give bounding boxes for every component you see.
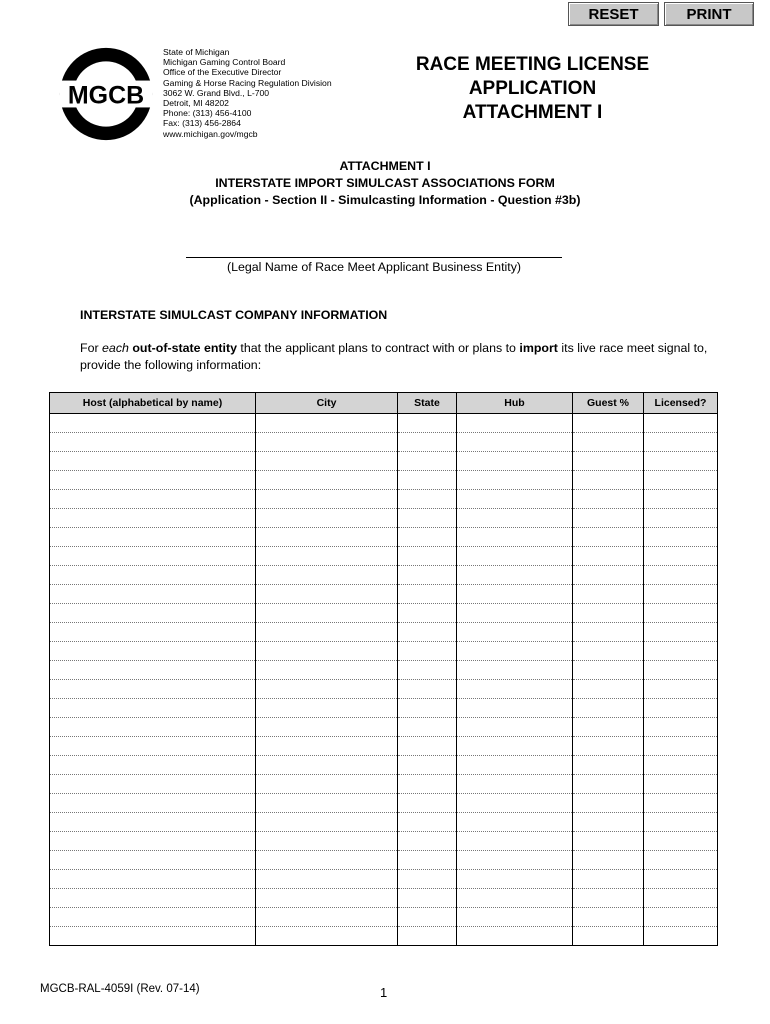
logo-text: MGCB (67, 81, 145, 110)
title-line: APPLICATION (468, 78, 597, 99)
table-row (50, 642, 718, 661)
agency-line: Gaming & Horse Racing Regulation Division (163, 77, 332, 88)
cell-hub[interactable] (457, 794, 573, 813)
table-row (50, 490, 718, 509)
cell-licensed[interactable] (644, 737, 718, 756)
cell-licensed[interactable] (644, 623, 718, 642)
table-row (50, 813, 718, 832)
cell-state[interactable] (398, 889, 457, 908)
cell-guest-percent[interactable] (573, 452, 644, 471)
cell-host[interactable] (50, 908, 256, 927)
agency-line: Office of the Executive Director (163, 67, 282, 78)
cell-guest-percent[interactable] (573, 851, 644, 870)
column-header-city: City (256, 393, 398, 414)
cell-hub[interactable] (457, 623, 573, 642)
table-row (50, 661, 718, 680)
cell-guest-percent[interactable] (573, 908, 644, 927)
cell-state[interactable] (398, 642, 457, 661)
cell-licensed[interactable] (644, 832, 718, 851)
cell-guest-percent[interactable] (573, 623, 644, 642)
instr-emphasis-each: each (102, 341, 129, 355)
table-row (50, 547, 718, 566)
cell-licensed[interactable] (644, 661, 718, 680)
column-header-licensed: Licensed? (644, 393, 718, 414)
cell-city[interactable] (256, 870, 398, 889)
cell-host[interactable] (50, 528, 256, 547)
table-row (50, 433, 718, 452)
table-row (50, 509, 718, 528)
cell-licensed[interactable] (644, 680, 718, 699)
cell-guest-percent[interactable] (573, 718, 644, 737)
cell-hub[interactable] (457, 566, 573, 585)
cell-hub[interactable] (457, 528, 573, 547)
cell-licensed[interactable] (644, 509, 718, 528)
cell-host[interactable] (50, 433, 256, 452)
cell-licensed[interactable] (644, 756, 718, 775)
cell-guest-percent[interactable] (573, 528, 644, 547)
cell-host[interactable] (50, 490, 256, 509)
cell-host[interactable] (50, 927, 256, 946)
cell-licensed[interactable] (644, 908, 718, 927)
cell-host[interactable] (50, 699, 256, 718)
cell-hub[interactable] (457, 471, 573, 490)
table-row (50, 775, 718, 794)
table-row (50, 889, 718, 908)
cell-hub[interactable] (457, 699, 573, 718)
cell-state[interactable] (398, 737, 457, 756)
cell-licensed[interactable] (644, 547, 718, 566)
simulcast-table (49, 392, 718, 946)
column-header-hub: Hub (457, 393, 573, 414)
cell-guest-percent[interactable] (573, 737, 644, 756)
cell-guest-percent[interactable] (573, 642, 644, 661)
cell-guest-percent[interactable] (573, 661, 644, 680)
cell-state[interactable] (398, 490, 457, 509)
cell-city[interactable] (256, 794, 398, 813)
instr-emphasis-entity: out-of-state entity (132, 341, 237, 355)
instr-text: that the applicant plans to contract with or plans to (236, 341, 520, 355)
cell-guest-percent[interactable] (573, 927, 644, 946)
cell-host[interactable] (50, 680, 256, 699)
cell-city[interactable] (256, 661, 398, 680)
cell-city[interactable] (256, 699, 398, 718)
cell-hub[interactable] (457, 927, 573, 946)
cell-city[interactable] (256, 509, 398, 528)
cell-guest-percent[interactable] (573, 832, 644, 851)
table-row (50, 585, 718, 604)
cell-guest-percent[interactable] (573, 509, 644, 528)
cell-state[interactable] (398, 870, 457, 889)
cell-guest-percent[interactable] (573, 870, 644, 889)
cell-host[interactable] (50, 471, 256, 490)
cell-city[interactable] (256, 452, 398, 471)
cell-city[interactable] (256, 680, 398, 699)
cell-city[interactable] (256, 623, 398, 642)
cell-hub[interactable] (457, 813, 573, 832)
cell-host[interactable] (50, 509, 256, 528)
cell-hub[interactable] (457, 604, 573, 623)
cell-city[interactable] (256, 547, 398, 566)
form-title (380, 53, 685, 125)
page-number: 1 (380, 985, 388, 1000)
cell-host[interactable] (50, 414, 256, 433)
cell-city[interactable] (256, 471, 398, 490)
agency-line: www.michigan.gov/mgcb (163, 128, 258, 139)
cell-licensed[interactable] (644, 528, 718, 547)
agency-line: Fax: (313) 456-2864 (163, 118, 241, 129)
cell-host[interactable] (50, 851, 256, 870)
table-row (50, 756, 718, 775)
cell-guest-percent[interactable] (573, 680, 644, 699)
cell-licensed[interactable] (644, 870, 718, 889)
cell-guest-percent[interactable] (573, 471, 644, 490)
cell-state[interactable] (398, 433, 457, 452)
cell-host[interactable] (50, 813, 256, 832)
cell-host[interactable] (50, 794, 256, 813)
cell-licensed[interactable] (644, 927, 718, 946)
cell-host[interactable] (50, 566, 256, 585)
cell-host[interactable] (50, 832, 256, 851)
cell-licensed[interactable] (644, 433, 718, 452)
cell-hub[interactable] (457, 870, 573, 889)
table-row (50, 452, 718, 471)
cell-host[interactable] (50, 623, 256, 642)
cell-hub[interactable] (457, 414, 573, 433)
cell-licensed[interactable] (644, 642, 718, 661)
table-body (50, 414, 718, 946)
cell-city[interactable] (256, 813, 398, 832)
cell-city[interactable] (256, 737, 398, 756)
agency-line: 3062 W. Grand Blvd., L-700 (163, 87, 270, 98)
cell-licensed[interactable] (644, 889, 718, 908)
mgcb-logo (58, 46, 154, 142)
cell-host[interactable] (50, 452, 256, 471)
cell-host[interactable] (50, 604, 256, 623)
cell-guest-percent[interactable] (573, 585, 644, 604)
cell-hub[interactable] (457, 756, 573, 775)
cell-state[interactable] (398, 604, 457, 623)
cell-state[interactable] (398, 623, 457, 642)
table-header-row (50, 393, 718, 414)
cell-state[interactable] (398, 832, 457, 851)
cell-state[interactable] (398, 851, 457, 870)
cell-licensed[interactable] (644, 794, 718, 813)
cell-hub[interactable] (457, 680, 573, 699)
cell-hub[interactable] (457, 661, 573, 680)
cell-hub[interactable] (457, 547, 573, 566)
cell-host[interactable] (50, 642, 256, 661)
cell-city[interactable] (256, 414, 398, 433)
agency-line: State of Michigan (163, 47, 230, 57)
cell-city[interactable] (256, 585, 398, 604)
agency-line: Detroit, MI 48202 (163, 98, 229, 109)
cell-hub[interactable] (457, 452, 573, 471)
cell-state[interactable] (398, 775, 457, 794)
cell-licensed[interactable] (644, 604, 718, 623)
cell-licensed[interactable] (644, 490, 718, 509)
cell-hub[interactable] (457, 889, 573, 908)
cell-state[interactable] (398, 718, 457, 737)
instructions (80, 340, 720, 374)
table-row (50, 870, 718, 889)
legal-name-field[interactable] (186, 257, 562, 258)
cell-licensed[interactable] (644, 775, 718, 794)
cell-state[interactable] (398, 813, 457, 832)
cell-host[interactable] (50, 870, 256, 889)
table-row (50, 604, 718, 623)
cell-guest-percent[interactable] (573, 794, 644, 813)
table-row (50, 737, 718, 756)
cell-host[interactable] (50, 661, 256, 680)
cell-city[interactable] (256, 433, 398, 452)
cell-hub[interactable] (457, 737, 573, 756)
subtitle-line: ATTACHMENT I (339, 159, 431, 173)
cell-hub[interactable] (457, 490, 573, 509)
table-row (50, 832, 718, 851)
subtitle-line: INTERSTATE IMPORT SIMULCAST ASSOCIATIONS FORM (215, 176, 555, 190)
cell-licensed[interactable] (644, 452, 718, 471)
instr-text: its live race meet signal to, provide the following information: (80, 341, 708, 372)
cell-state[interactable] (398, 547, 457, 566)
cell-host[interactable] (50, 547, 256, 566)
table-row (50, 471, 718, 490)
cell-licensed[interactable] (644, 851, 718, 870)
form-subtitle (0, 158, 770, 209)
subtitle-line: (Application - Section II - Simulcasting Information - Question #3b) (189, 193, 581, 207)
cell-licensed[interactable] (644, 585, 718, 604)
cell-licensed[interactable] (644, 699, 718, 718)
instr-text: For (80, 341, 103, 355)
cell-state[interactable] (398, 471, 457, 490)
title-line: RACE MEETING LICENSE (415, 54, 650, 75)
cell-state[interactable] (398, 414, 457, 433)
cell-hub[interactable] (457, 775, 573, 794)
cell-state[interactable] (398, 585, 457, 604)
form-code: MGCB-RAL-4059I (Rev. 07-14) (40, 983, 200, 995)
cell-city[interactable] (256, 832, 398, 851)
cell-licensed[interactable] (644, 566, 718, 585)
table-row (50, 414, 718, 433)
cell-hub[interactable] (457, 585, 573, 604)
table-row (50, 908, 718, 927)
cell-hub[interactable] (457, 433, 573, 452)
cell-city[interactable] (256, 851, 398, 870)
cell-licensed[interactable] (644, 471, 718, 490)
cell-city[interactable] (256, 927, 398, 946)
cell-city[interactable] (256, 490, 398, 509)
cell-guest-percent[interactable] (573, 414, 644, 433)
cell-guest-percent[interactable] (573, 889, 644, 908)
cell-city[interactable] (256, 718, 398, 737)
section-heading: INTERSTATE SIMULCAST COMPANY INFORMATION (80, 308, 388, 322)
cell-host[interactable] (50, 585, 256, 604)
cell-state[interactable] (398, 528, 457, 547)
table-row (50, 927, 718, 946)
table-row (50, 566, 718, 585)
cell-licensed[interactable] (644, 414, 718, 433)
cell-hub[interactable] (457, 642, 573, 661)
cell-hub[interactable] (457, 908, 573, 927)
cell-hub[interactable] (457, 509, 573, 528)
cell-host[interactable] (50, 889, 256, 908)
cell-city[interactable] (256, 566, 398, 585)
table-row (50, 718, 718, 737)
cell-guest-percent[interactable] (573, 433, 644, 452)
cell-state[interactable] (398, 509, 457, 528)
cell-guest-percent[interactable] (573, 813, 644, 832)
cell-hub[interactable] (457, 832, 573, 851)
table-row (50, 680, 718, 699)
cell-host[interactable] (50, 775, 256, 794)
cell-city[interactable] (256, 604, 398, 623)
table-row (50, 623, 718, 642)
agency-line: Phone: (313) 456-4100 (163, 108, 252, 119)
cell-state[interactable] (398, 680, 457, 699)
cell-guest-percent[interactable] (573, 756, 644, 775)
cell-host[interactable] (50, 718, 256, 737)
cell-licensed[interactable] (644, 718, 718, 737)
cell-state[interactable] (398, 756, 457, 775)
reset-button[interactable]: RESET (568, 2, 659, 26)
cell-state[interactable] (398, 794, 457, 813)
cell-hub[interactable] (457, 718, 573, 737)
agency-line: Michigan Gaming Control Board (163, 57, 286, 68)
legal-name-label: (Legal Name of Race Meet Applicant Business Entity) (226, 260, 522, 274)
column-header-guest-percent: Guest % (573, 393, 644, 414)
cell-city[interactable] (256, 528, 398, 547)
cell-state[interactable] (398, 699, 457, 718)
cell-city[interactable] (256, 642, 398, 661)
cell-guest-percent[interactable] (573, 604, 644, 623)
cell-guest-percent[interactable] (573, 699, 644, 718)
cell-host[interactable] (50, 756, 256, 775)
column-header-host: Host (alphabetical by name) (50, 393, 256, 414)
cell-guest-percent[interactable] (573, 547, 644, 566)
instr-emphasis-import: import (519, 341, 558, 355)
title-line: ATTACHMENT I (462, 102, 603, 123)
cell-state[interactable] (398, 927, 457, 946)
cell-city[interactable] (256, 889, 398, 908)
print-button[interactable]: PRINT (664, 2, 754, 26)
cell-state[interactable] (398, 661, 457, 680)
cell-host[interactable] (50, 737, 256, 756)
cell-state[interactable] (398, 908, 457, 927)
cell-city[interactable] (256, 775, 398, 794)
cell-guest-percent[interactable] (573, 566, 644, 585)
cell-city[interactable] (256, 908, 398, 927)
table-row (50, 851, 718, 870)
cell-city[interactable] (256, 756, 398, 775)
column-header-state: State (398, 393, 457, 414)
cell-guest-percent[interactable] (573, 490, 644, 509)
cell-hub[interactable] (457, 851, 573, 870)
table-row (50, 794, 718, 813)
cell-licensed[interactable] (644, 813, 718, 832)
cell-state[interactable] (398, 566, 457, 585)
table-row (50, 528, 718, 547)
table-row (50, 699, 718, 718)
agency-address (163, 47, 332, 139)
cell-guest-percent[interactable] (573, 775, 644, 794)
cell-state[interactable] (398, 452, 457, 471)
